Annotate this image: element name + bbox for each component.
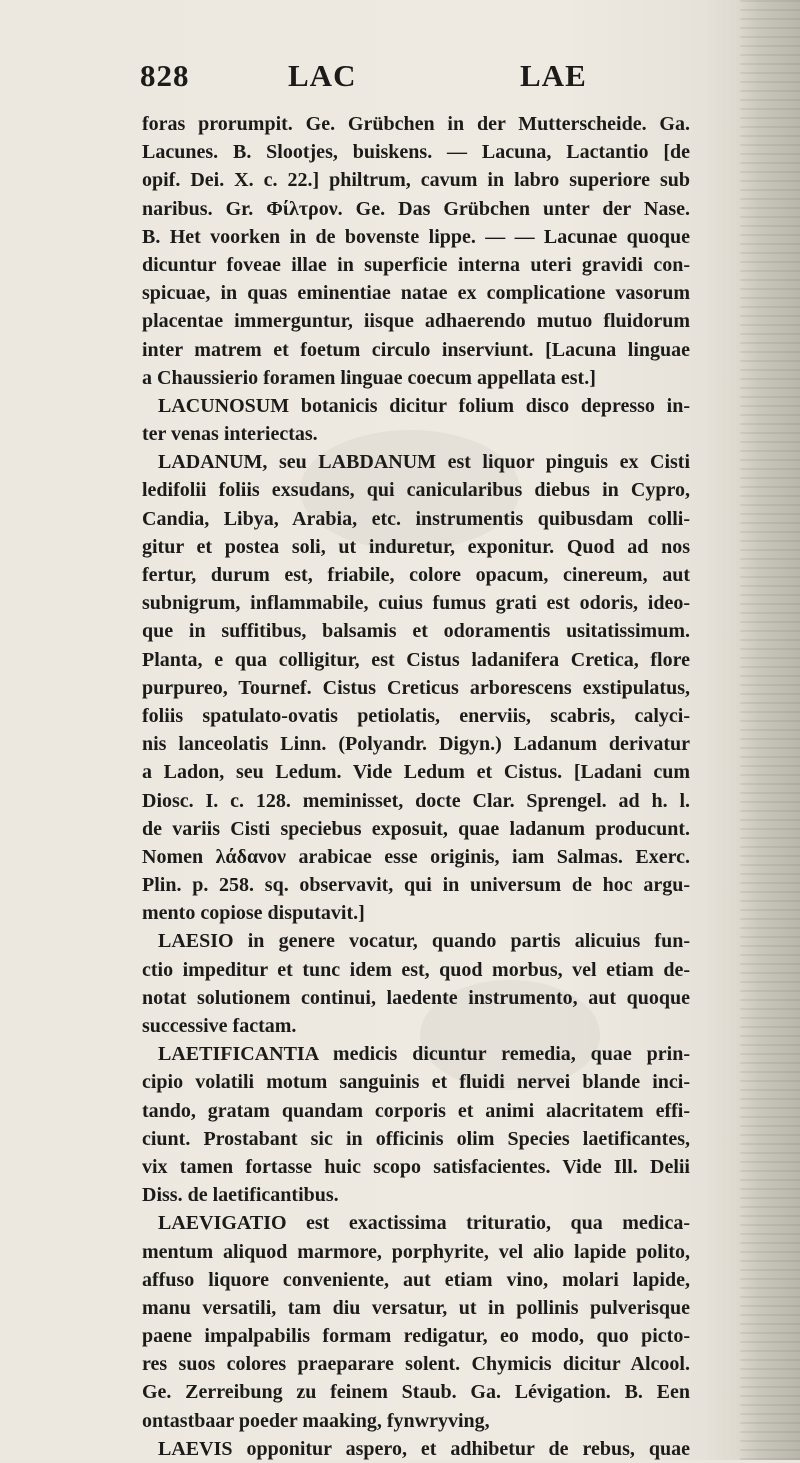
text-line: spicuae, in quas eminentiae natae ex complicatione vasorum xyxy=(142,282,690,305)
text-line: a Ladon, seu Ledum. Vide Ledum et Cistus. [Ladani cum xyxy=(142,761,690,784)
text-line: LAESIO in genere vocatur, quando partis alicuius fun- xyxy=(158,930,690,953)
text-line: gitur et postea soli, ut induretur, exponitur. Quod ad nos xyxy=(142,535,690,558)
text-line: mentum aliquod marmore, porphyrite, vel alio lapide polito, xyxy=(142,1240,690,1263)
text-line: Planta, e qua colligitur, est Cistus ladanifera Cretica, flore xyxy=(142,648,690,671)
header-left-title: LAC xyxy=(288,58,357,93)
text-line: opif. Dei. X. c. 22.] philtrum, cavum in labro superiore sub xyxy=(142,169,690,192)
text-line: ontastbaar poeder maaking, fynwryving, xyxy=(142,1409,490,1432)
text-line: de variis Cisti speciebus exposuit, quae ladanum producunt. xyxy=(142,817,690,840)
text-line: ctio impeditur et tunc idem est, quod morbus, vel etiam de- xyxy=(142,958,690,981)
text-line: subnigrum, inflammabile, cuius fumus grati est odoris, ideo- xyxy=(142,592,690,615)
running-header xyxy=(140,58,680,98)
text-line: nis lanceolatis Linn. (Polyandr. Digyn.) Ladanum derivatur xyxy=(142,733,690,756)
text-line: res suos colores praeparare solent. Chymicis dicitur Alcool. xyxy=(142,1353,690,1376)
text-line: manu versatili, tam diu versatur, ut in pollinis pulverisque xyxy=(142,1296,690,1319)
text-line: que in suffitibus, balsamis et odoramentis usitatissimum. xyxy=(142,620,690,643)
text-line: Lacunes. B. Slootjes, buiskens. — Lacuna, Lactantio [de xyxy=(142,141,690,164)
text-line: foliis spatulato-ovatis petiolatis, enerviis, scabris, calyci- xyxy=(142,704,690,727)
body-text xyxy=(142,110,690,1463)
text-line: LAETIFICANTIA medicis dicuntur remedia, quae prin- xyxy=(158,1043,690,1066)
text-line: LADANUM, seu LABDANUM est liquor pinguis ex Cisti xyxy=(158,451,690,474)
text-line: LAEVIGATIO est exactissima trituratio, qua medica- xyxy=(158,1212,690,1235)
text-line: mento copiose disputavit.] xyxy=(142,902,365,925)
book-gutter xyxy=(740,0,800,1460)
text-line: LAEVIS opponitur aspero, et adhibetur de rebus, quae xyxy=(158,1437,690,1460)
text-line: paene impalpabilis formam redigatur, eo modo, quo picto- xyxy=(142,1325,690,1348)
text-line: a Chaussierio foramen linguae coecum appellata est.] xyxy=(142,366,596,389)
text-line: fertur, durum est, friabile, colore opacum, cinereum, aut xyxy=(142,564,690,586)
text-line: ciunt. Prostabant sic in officinis olim Species laetificantes, xyxy=(142,1127,690,1150)
text-line: inter matrem et foetum circulo inserviunt. [Lacuna linguae xyxy=(142,338,690,361)
text-line: notat solutionem continui, laedente instrumento, aut quoque xyxy=(142,986,690,1009)
text-line: Nomen λάδανον arabicae esse originis, iam Salmas. Exerc. xyxy=(142,845,690,868)
text-line: naribus. Gr. Φίλτρον. Ge. Das Grübchen unter der Nase. xyxy=(142,197,690,220)
text-line: affuso liquore conveniente, aut etiam vino, molari lapide, xyxy=(142,1268,690,1291)
text-line: Plin. p. 258. sq. observavit, qui in universum de hoc argu- xyxy=(142,874,690,897)
text-line: vix tamen fortasse huic scopo satisfacientes. Vide Ill. Delii xyxy=(142,1155,690,1178)
text-line: Diss. de laetificantibus. xyxy=(142,1184,339,1207)
text-line: foras prorumpit. Ge. Grübchen in der Mutterscheide. Ga. xyxy=(142,113,690,135)
text-line: ledifolii foliis exsudans, qui canicularibus diebus in Cypro, xyxy=(142,479,690,502)
text-line: LACUNOSUM botanicis dicitur folium disco depresso in- xyxy=(158,394,690,417)
text-line: B. Het voorken in de bovenste lippe. — — Lacunae quoque xyxy=(142,225,690,248)
text-line: Candia, Libya, Arabia, etc. instrumentis quibusdam colli- xyxy=(142,507,690,530)
text-line: cipio volatili motum sanguinis et fluidi nervei blande inci- xyxy=(142,1071,690,1094)
page-number: 828 xyxy=(140,58,190,93)
text-line: Ge. Zerreibung zu feinem Staub. Ga. Lévigation. B. Een xyxy=(142,1381,690,1404)
text-line: purpureo, Tournef. Cistus Creticus arborescens exstipulatus, xyxy=(142,676,690,699)
header-right-title: LAE xyxy=(520,58,587,93)
text-line: Diosc. I. c. 128. meminisset, docte Clar. Sprengel. ad h. l. xyxy=(142,789,690,812)
text-line: successive factam. xyxy=(142,1015,297,1037)
text-line: placentae immerguntur, iisque adhaerendo mutuo fluidorum xyxy=(142,310,690,333)
text-line: ter venas interiectas. xyxy=(142,423,318,446)
text-line: tando, gratam quandam corporis et animi alacritatem effi- xyxy=(142,1099,690,1122)
text-line: dicuntur foveae illae in superficie interna uteri gravidi con- xyxy=(142,253,690,276)
